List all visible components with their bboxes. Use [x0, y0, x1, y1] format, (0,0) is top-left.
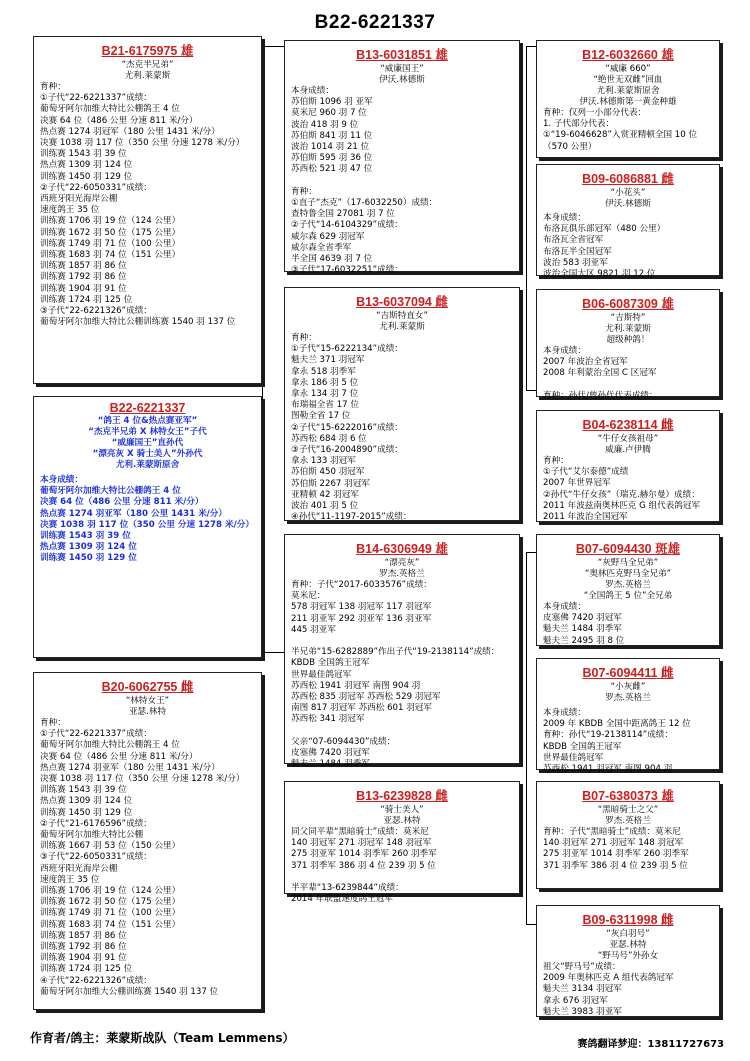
record-line: 2009 年奥林匹克 A 组代表鸽冠军 — [543, 973, 674, 984]
record-line: 葡萄牙阿尔加维大特比公棚 — [40, 830, 144, 841]
record-line: 速度鸽王 35 位 — [40, 205, 100, 216]
card-body — [543, 602, 713, 647]
subtitle-line: “野马号”外孙女 — [597, 951, 659, 961]
pigeon-id: B21-6175975 雄 — [101, 44, 194, 58]
connector-line — [526, 552, 527, 924]
record-line: 拿永 133 羽冠军 — [291, 456, 356, 467]
subtitle-line: “鸽王 4 位&热点赛亚军” — [97, 416, 198, 426]
record-line: 578 羽冠军 138 羽冠军 117 羽冠军 — [291, 602, 432, 613]
record-line: ①子代“22-6221337”成绩： — [40, 729, 152, 740]
subtitle-line: “小花头” — [610, 188, 646, 198]
record-line: 皮塞佛 7420 羽冠军 — [543, 613, 622, 624]
record-line: 决赛 64 位（486 公里 分速 811 米/分） — [40, 115, 198, 126]
record-line: 世界最佳鸽冠军 — [291, 669, 352, 680]
subtitle-line: 尤利.莱蒙斯原舍 — [115, 460, 180, 470]
record-line: 1. 子代部分代表： — [543, 119, 615, 130]
pigeon-id: B04-6238114 雌 — [582, 418, 674, 432]
record-line: 拿永 134 羽 7 位 — [291, 389, 359, 400]
record-line: 波治 401 羽 5 位 — [291, 501, 359, 512]
record-line: 育种：子代“2017-6033576”成绩： — [291, 580, 432, 590]
record-line: ②孙代“牛仔女孩”（瑞克.赫尔曼）成绩： — [543, 489, 700, 500]
record-line: 葡萄牙阿尔加维大特比公棚鸽王 4 位 — [40, 740, 180, 751]
subtitle-line: “灰白羽号” — [606, 929, 650, 939]
record-line: 苏伯斯 841 羽 11 位 — [291, 130, 373, 141]
pigeon-id: B12-6032660 雄 — [582, 48, 674, 62]
connector-line — [526, 46, 527, 390]
record-line: 2011 年波治全国冠军 — [543, 512, 628, 523]
record-line: 决赛 64 位（486 公里 分速 811 米/分） — [40, 497, 204, 508]
record-line: 2011 年波兹南奥林匹克 G 组代表鸽冠军 — [543, 500, 701, 511]
record-line: 2007 年波治全省冠军 — [543, 357, 628, 368]
connector-line — [526, 390, 536, 391]
record-line: 威尔森全省季军 — [291, 242, 352, 253]
pigeon-id: B13-6037094 雌 — [356, 295, 448, 309]
record-line: 275 羽亚军 1014 羽季军 260 羽季军 — [543, 849, 689, 860]
footer-translator: 赛鸽翻译梦迎：13811727673 — [577, 1039, 724, 1050]
record-line: ①子代“15-6222134”成绩： — [291, 344, 403, 355]
subtitle-line: 伊沃.林德斯 — [605, 199, 651, 209]
record-line: 育种： — [291, 333, 317, 343]
subtitle-line: “全国鸽王 5 位”全兄弟 — [583, 591, 673, 601]
subtitle-line: 罗杰.英格兰 — [605, 693, 651, 703]
subtitle-line: 伊沃.林德斯 — [379, 75, 425, 85]
record-line: 波治 418 羽 9 位 — [291, 119, 359, 130]
subtitle-line: 罗杰.英格兰 — [605, 816, 651, 826]
record-line: （570 公里） — [543, 141, 597, 152]
record-line: 拿永 186 羽 5 位 — [291, 377, 359, 388]
subtitle — [291, 558, 513, 580]
card-b07b — [536, 658, 720, 775]
record-line: ①子代“艾尔泰德”成绩 — [543, 467, 629, 478]
record-line: 布瑞福全省 17 位 — [291, 400, 359, 411]
pigeon-id: B20-6062755 雌 — [101, 680, 194, 694]
record-line: 371 羽季军 386 羽 4 位 239 羽 5 位 — [291, 860, 436, 871]
record-line: 2008 年利蒙治全国 C 区冠军 — [543, 368, 657, 379]
record-line: 葡萄牙阿尔加维大公棚训练赛 1540 羽 137 位 — [40, 986, 219, 997]
record-line — [291, 636, 513, 647]
pigeon-id: B09-6086881 雌 — [582, 172, 674, 186]
record-line: 211 羽亚军 292 羽亚军 136 羽亚军 — [291, 613, 432, 624]
record-line: 决赛 1038 羽 117 位（350 公里 分速 1278 米/分） — [40, 774, 245, 785]
record-line: 2007 年世界冠军 — [543, 478, 611, 489]
subtitle-line: “牛仔女孩祖母” — [597, 434, 659, 444]
record-line: 热点赛 1274 羽亚军（180 公里 1431 米/分） — [40, 508, 227, 519]
record-line: 训练赛 1792 羽 86 位 — [40, 272, 127, 283]
record-line: 本身成绩： — [543, 213, 586, 223]
record-line: 本身成绩： — [543, 602, 586, 612]
subtitle — [40, 416, 255, 471]
record-line: 速度鸽王 35 位 — [40, 874, 100, 885]
footer-author: 作育者/鸽主：莱蒙斯战队（Team Lemmens） — [30, 1031, 295, 1045]
record-line: 葡萄牙阿尔加维大特比公棚鸽王 4 位 — [40, 104, 180, 115]
record-line: 训练赛 1672 羽 50 位（175 公里） — [40, 897, 181, 908]
record-line: 苏伯斯 595 羽 36 位 — [291, 153, 373, 164]
record-line: 苏西松 521 羽 47 位 — [291, 164, 373, 175]
record-line: 布洛瓦半全国冠军 — [543, 246, 612, 257]
record-line: 热点赛 1274 羽冠军（180 公里 1431 米/分） — [40, 126, 220, 137]
record-line — [291, 176, 513, 187]
subtitle-line: “灰野马全兄弟” — [597, 558, 659, 568]
connector-line — [262, 46, 263, 652]
card-body — [40, 82, 255, 328]
record-line: ②子代“22-6050331”成绩： — [40, 182, 152, 193]
subtitle — [543, 558, 713, 602]
card-body — [543, 456, 713, 523]
record-line: 半兄弟“15-6282889”作出子代“19-2138114”成绩： — [291, 647, 500, 658]
record-line: 苏伯斯 1096 羽 亚军 — [291, 97, 373, 108]
subtitle-line: “杰克半兄弟 X 林特女王”子代 — [88, 427, 207, 437]
card-body — [543, 213, 713, 280]
record-line: 苏西松 341 羽冠军 — [291, 714, 365, 725]
record-line: 育种： — [40, 82, 66, 92]
connector-line — [262, 46, 284, 47]
record-line: 育种：孙代/曾孙代代表成绩： — [543, 390, 658, 401]
pigeon-id: B07-6094430 斑雄 — [575, 542, 681, 556]
record-line: 本身成绩： — [543, 708, 586, 718]
subtitle — [40, 60, 255, 82]
record-line: KBDB 全国鸽王冠军 — [291, 658, 370, 669]
card-body — [291, 333, 513, 523]
subtitle-line: “绝世无双雌”回血 — [593, 75, 663, 85]
card-body — [543, 962, 713, 1018]
record-line: 本身成绩： — [40, 475, 83, 485]
record-line: 训练赛 1667 羽 53 位（150 公里） — [40, 841, 181, 852]
record-line: ④孙代“11-1197-2015”成绩： — [291, 512, 412, 523]
subtitle-line: 尤利.莱蒙斯 — [124, 71, 171, 81]
record-line: 威尔森 629 羽冠军 — [291, 231, 365, 242]
subtitle-line: “吉斯特” — [610, 313, 646, 323]
record-line: 半平辈“13-6239844”成绩： — [291, 883, 404, 894]
subtitle — [543, 805, 713, 827]
record-line: 苏伯斯 2267 羽冠军 — [291, 478, 370, 489]
record-line — [291, 726, 513, 737]
subtitle-line: “小灰雌” — [610, 682, 646, 692]
card-body — [291, 827, 513, 905]
record-line: 本身成绩： — [291, 86, 334, 96]
record-line: 魁夫兰 371 羽冠军 — [291, 355, 365, 366]
record-line: 苏西松 835 羽冠军 苏西松 529 羽冠军 — [291, 692, 441, 703]
subtitle-line: 罗杰.英格兰 — [605, 580, 651, 590]
record-line: ③子代“16-2004890”成绩： — [291, 445, 403, 456]
record-line: 训练赛 1792 羽 86 位 — [40, 942, 127, 953]
subtitle-line: 尤利.莱蒙斯 — [379, 322, 425, 332]
record-line: 275 羽亚军 1014 羽季军 260 羽季军 — [291, 849, 437, 860]
subtitle-line: 超级种鸽！ — [606, 335, 650, 345]
subtitle — [291, 805, 513, 827]
subtitle-line: “威廉国王”直孙代 — [111, 438, 184, 448]
record-line: 训练赛 1543 羽 39 位 — [40, 531, 131, 542]
subtitle-line: 威廉.卢伊腾 — [605, 445, 651, 455]
record-line: 魁夫兰 2495 羽 8 位 — [543, 635, 625, 646]
card-body — [543, 827, 713, 872]
record-line: 育种：孙代“19-2138114”成绩： — [543, 730, 673, 741]
subtitle-line: 尤利.莱蒙斯 — [605, 324, 651, 334]
record-line: ②子代“15-6222016”成绩： — [291, 422, 403, 433]
record-line: 苏西松 1941 羽冠军 南图 904 羽 — [291, 680, 421, 691]
record-line: 训练赛 1450 羽 129 位 — [40, 807, 133, 818]
record-line: 半全国 4639 羽 7 位 — [291, 254, 373, 265]
subtitle — [543, 434, 713, 456]
record-line: 2014 年联盟速度鸽王冠军 — [291, 894, 393, 905]
record-line: 训练赛 1904 羽 91 位 — [40, 283, 127, 294]
record-line: ①直子“杰克”（17-6032250）成绩： — [291, 198, 438, 209]
record-line: ④子代“22-6221326”成绩： — [40, 975, 152, 986]
record-line: 育种： — [40, 718, 66, 728]
card-b07a — [536, 534, 720, 646]
subtitle-line: 伊沃.林德斯第一黄金种雄 — [579, 97, 677, 107]
record-line: 魁夫兰 3134 羽冠军 — [543, 984, 622, 995]
subtitle — [543, 929, 713, 962]
record-line: 决赛 64 位（486 公里 分速 811 米/分） — [40, 751, 198, 762]
subtitle — [40, 696, 255, 718]
record-line: 训练赛 1857 羽 86 位 — [40, 261, 127, 272]
record-line: 本身成绩： — [543, 346, 586, 356]
record-line: 训练赛 1724 羽 125 位 — [40, 294, 133, 305]
record-line: ③子代“17-6032251”成绩： — [291, 265, 403, 276]
subtitle-line: “漂亮灰” — [384, 558, 420, 568]
subtitle — [543, 682, 713, 704]
record-line: 训练赛 1904 羽 91 位 — [40, 953, 127, 964]
record-line: 莫米尼： — [291, 591, 326, 602]
record-line: 训练赛 1683 羽 74 位（151 公里） — [40, 919, 181, 930]
record-line: 拿永 676 羽冠军 — [543, 995, 608, 1006]
record-line: 亚精顿 42 羽冠军 — [291, 489, 359, 500]
pigeon-id: B13-6031851 雄 — [356, 48, 448, 62]
record-line: ②子代“21-6176596”成绩： — [40, 818, 152, 829]
record-line: 魁夫兰 1484 羽季军 — [291, 759, 370, 770]
record-line: 查特鲁全国 27081 羽 7 位 — [291, 209, 395, 220]
record-line: 拿永 518 羽季军 — [291, 366, 356, 377]
record-line: 训练赛 1543 羽 39 位 — [40, 785, 127, 796]
pigeon-id: B22-6221337 — [109, 401, 186, 415]
subtitle-line: “吉斯特直女” — [376, 311, 428, 321]
subtitle — [543, 64, 713, 108]
record-line: 育种： — [543, 456, 569, 466]
record-line: 热点赛 1309 羽 124 位 — [40, 542, 137, 553]
record-line: 训练赛 1706 羽 19 位（124 公里） — [40, 216, 181, 227]
card-b22 — [33, 396, 262, 658]
subtitle-line: “漂亮灰 X 骑士美人”外孙代 — [92, 449, 203, 459]
subtitle-line: “黑暗骑士之父” — [597, 805, 659, 815]
subtitle — [291, 311, 513, 333]
connector-line — [262, 652, 284, 653]
subtitle-line: “威廉国王” — [380, 64, 424, 74]
card-b13c — [284, 781, 520, 905]
card-body — [543, 346, 713, 402]
card-body — [40, 475, 255, 565]
subtitle-line: 罗杰.英格兰 — [379, 569, 425, 579]
record-line: 训练赛 1749 羽 71 位（100 公里） — [40, 238, 181, 249]
card-body — [291, 86, 513, 276]
record-line: ①子代“22-6221337”成绩： — [40, 93, 152, 104]
pigeon-id: B07-6094411 雌 — [582, 666, 674, 680]
card-b20 — [33, 672, 262, 1010]
card-b21 — [33, 36, 262, 384]
card-b06 — [536, 289, 720, 401]
connector-line — [526, 552, 536, 553]
record-line: 父亲“07-6094430”成绩： — [291, 736, 396, 747]
record-line: ②子代“14-6104329”成绩： — [291, 220, 403, 231]
pigeon-id: B07-6380373 雄 — [582, 789, 674, 803]
card-b04 — [536, 410, 720, 522]
record-line: 140 羽冠军 271 羽冠军 148 羽冠军 — [291, 838, 432, 849]
record-line: 训练赛 1450 羽 129 位 — [40, 171, 133, 182]
card-b13b — [284, 287, 520, 521]
connector-line — [526, 46, 536, 47]
subtitle-line: “杰克半兄弟” — [121, 60, 174, 70]
record-line: 训练赛 1724 羽 125 位 — [40, 964, 133, 975]
record-line: 2009 年 KBDB 全国中距离鸽王 12 位 — [543, 719, 691, 730]
record-line: 图勒全省 17 位 — [291, 411, 351, 422]
record-line: 育种：子代“黑暗骑士”成绩：莫米尼 — [543, 827, 681, 837]
record-line: 训练赛 1672 羽 50 位（175 公里） — [40, 227, 181, 238]
record-line: 苏伯斯 450 羽冠军 — [291, 467, 365, 478]
card-b12 — [536, 40, 720, 158]
record-line: 决赛 1038 羽 117 位（350 公里 分速 1278 米/分） — [40, 519, 254, 530]
record-line: 波治 1014 羽 21 位 — [291, 142, 370, 153]
record-line: 热点赛 1309 羽 124 位 — [40, 160, 133, 171]
page-title: B22-6221337 — [314, 12, 436, 33]
connector-line — [526, 924, 536, 925]
subtitle-line: “威廉 660” — [605, 64, 651, 74]
record-line: 同父同平辈“黑暗骑士”成绩：莫米尼 — [291, 827, 429, 837]
record-line: 世界最佳鸽冠军 — [543, 752, 604, 763]
record-line — [291, 872, 513, 883]
card-body — [543, 108, 713, 153]
pigeon-id: B13-6239828 雌 — [356, 789, 448, 803]
record-line: 热点赛 1274 羽亚军（180 公里 1431 米/分） — [40, 762, 220, 773]
subtitle-line: 亚瑟.林特 — [609, 940, 647, 950]
record-line: 445 羽亚军 — [291, 624, 336, 635]
record-line: ①“19-6046628”入赏亚精顿全国 10 位 — [543, 130, 698, 141]
card-b07c — [536, 781, 720, 889]
record-line: 布洛瓦全省冠军 — [543, 235, 604, 246]
subtitle-line: “骑士美人” — [380, 805, 424, 815]
record-line: 训练赛 1857 羽 86 位 — [40, 930, 127, 941]
card-b13a — [284, 40, 520, 276]
record-line: 西班牙阳光海岸公棚 — [40, 194, 118, 205]
record-line: 南图 817 羽冠军 苏西松 601 羽冠军 — [291, 703, 432, 714]
record-line — [543, 380, 713, 391]
record-line: 训练赛 1706 羽 19 位（124 公里） — [40, 886, 181, 897]
record-line: 热点赛 1309 羽 124 位 — [40, 796, 133, 807]
record-line: 祖父“野马号”成绩： — [543, 962, 621, 972]
card-b09a — [536, 164, 720, 280]
record-line: 苏西松 684 羽 6 位 — [291, 433, 367, 444]
record-line: 育种：仅列一小部分代表： — [543, 108, 647, 118]
record-line: 苏西松 1941 羽冠军 南图 904 羽 — [543, 764, 673, 775]
record-line: 西班牙阳光海岸公棚 — [40, 863, 118, 874]
subtitle — [543, 188, 713, 210]
record-line: 140 羽冠军 271 羽冠军 148 羽冠军 — [543, 838, 684, 849]
record-line: 葡萄牙阿尔加维大特比公棚训练赛 1540 羽 137 位 — [40, 317, 236, 328]
record-line: 训练赛 1450 羽 129 位 — [40, 553, 137, 564]
record-line: 魁夫兰 1484 羽季军 — [543, 624, 622, 635]
record-line: KBDB 全国鸽王冠军 — [543, 741, 622, 752]
pigeon-id: B09-6311998 雌 — [582, 913, 674, 927]
record-line: 魁夫兰 3983 羽亚军 — [543, 1006, 622, 1017]
subtitle-line: “林特女王” — [125, 696, 170, 706]
record-line: 训练赛 1683 羽 74 位（151 公里） — [40, 250, 181, 261]
card-b14 — [284, 534, 520, 770]
pigeon-id: B06-6087309 雄 — [582, 297, 674, 311]
record-line: 布洛瓦俱乐部冠军（480 公里） — [543, 224, 666, 235]
subtitle-line: 亚瑟.林特 — [128, 707, 167, 717]
subtitle — [543, 313, 713, 346]
record-line: 训练赛 1749 羽 71 位（100 公里） — [40, 908, 181, 919]
record-line: 371 羽季军 386 羽 4 位 239 羽 5 位 — [543, 860, 688, 871]
pigeon-id: B14-6306949 雄 — [356, 542, 448, 556]
record-line: 莫米尼 960 羽 7 位 — [291, 108, 367, 119]
record-line: ③子代“22-6050331”成绩： — [40, 852, 152, 863]
record-line: 育种： — [291, 186, 317, 197]
record-line: 葡萄牙阿尔加维大特比公棚鸽王 4 位 — [40, 486, 181, 497]
card-b09b — [536, 905, 720, 1017]
card-body — [543, 708, 713, 775]
card-body — [291, 580, 513, 770]
record-line: 波治 583 羽亚军 — [543, 257, 608, 268]
record-line: 波治全国大区 9821 羽 12 位 — [543, 269, 656, 280]
record-line: 决赛 1038 羽 117 位（350 公里 分速 1278 米/分） — [40, 138, 245, 149]
card-body — [40, 718, 255, 998]
record-line: 皮塞佛 7420 羽冠军 — [291, 748, 370, 759]
subtitle-line: “奥林匹克野马全兄弟” — [584, 569, 672, 579]
subtitle-line: 亚瑟.林特 — [383, 816, 421, 826]
subtitle — [291, 64, 513, 86]
subtitle-line: 尤利.莱蒙斯原舍 — [596, 86, 660, 96]
record-line: ③子代“22-6221326”成绩： — [40, 306, 152, 317]
record-line: 训练赛 1543 羽 39 位 — [40, 149, 127, 160]
